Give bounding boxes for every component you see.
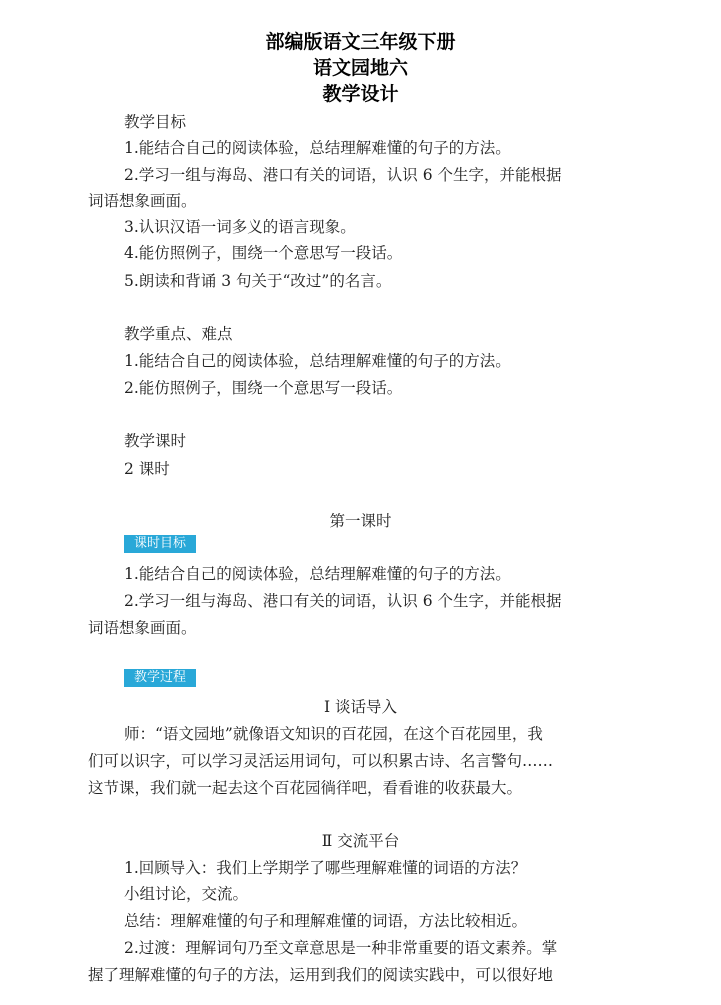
objective-item: 4.能仿照例子，围绕一个意思写一段话。	[124, 244, 403, 262]
objective-item-cont: 词语想象画面。	[88, 192, 197, 210]
doc-title-line-1: 部编版语文三年级下册	[265, 31, 456, 53]
hours-heading: 教学课时	[124, 432, 187, 450]
lesson-title: 第一课时	[329, 512, 392, 530]
objective-item: 3.认识汉语一词多义的语言现象。	[124, 218, 356, 236]
key-point-item: 2.能仿照例子，围绕一个意思写一段话。	[124, 379, 403, 397]
lesson-goal-item: 2.学习一组与海岛、港口有关的词语，认识 6 个生字，并能根据	[124, 592, 562, 610]
section-paragraph-line: 握了理解难懂的句子的方法，运用到我们的阅读实践中，可以很好地	[88, 966, 554, 984]
teaching-process-tag: 教学过程	[124, 669, 196, 687]
objective-item: 5.朗读和背诵 3 句关于“改过”的名言。	[124, 272, 392, 290]
key-point-item: 1.能结合自己的阅读体验，总结理解难懂的句子的方法。	[124, 352, 511, 370]
section-title: Ⅱ 交流平台	[321, 832, 400, 850]
doc-title-line-3: 教学设计	[322, 83, 399, 105]
objectives-heading: 教学目标	[124, 113, 187, 131]
section-title: Ⅰ 谈话导入	[323, 698, 398, 716]
doc-title-line-2: 语文园地六	[312, 57, 408, 79]
section-paragraph-line: 总结：理解难懂的句子和理解难懂的词语，方法比较相近。	[124, 912, 528, 930]
lesson-goal-tag: 课时目标	[124, 535, 196, 553]
section-paragraph-line: 1.回顾导入：我们上学期学了哪些理解难懂的词语的方法？	[124, 859, 527, 877]
section-paragraph-line: 师：“语文园地”就像语文知识的百花园，在这个百花园里，我	[124, 725, 543, 743]
hours-value: 2 课时	[124, 460, 170, 478]
objective-item: 1.能结合自己的阅读体验，总结理解难懂的句子的方法。	[124, 139, 511, 157]
section-paragraph-line: 这节课，我们就一起去这个百花园徜徉吧，看看谁的收获最大。	[88, 779, 523, 797]
lesson-goal-item-cont: 词语想象画面。	[88, 619, 197, 637]
objective-item: 2.学习一组与海岛、港口有关的词语，认识 6 个生字，并能根据	[124, 166, 562, 184]
section-paragraph-line: 2.过渡：理解词句乃至文章意思是一种非常重要的语文素养。掌	[124, 939, 558, 957]
key-points-heading: 教学重点、难点	[124, 325, 233, 343]
lesson-goal-item: 1.能结合自己的阅读体验，总结理解难懂的句子的方法。	[124, 565, 511, 583]
section-paragraph-line: 小组讨论，交流。	[124, 885, 249, 903]
section-paragraph-line: 们可以识字，可以学习灵活运用词句，可以积累古诗、名言警句……	[88, 752, 554, 770]
